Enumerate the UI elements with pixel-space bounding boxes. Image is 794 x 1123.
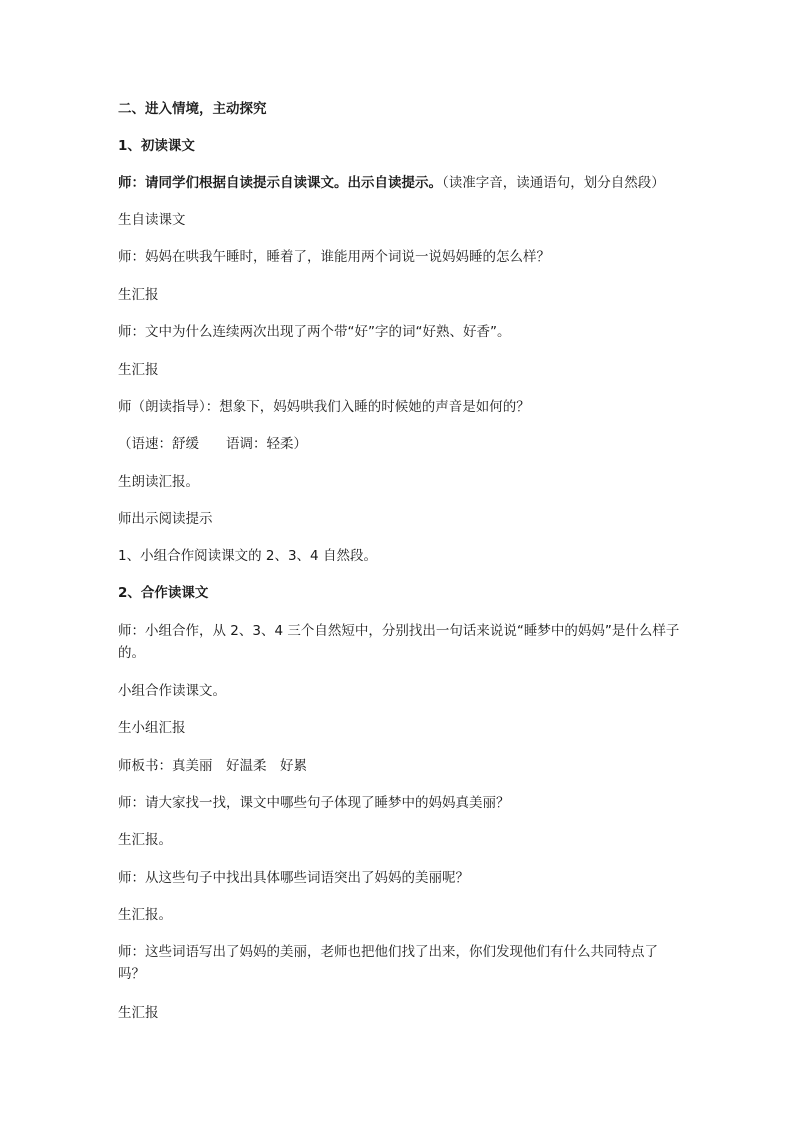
paragraph: 生自读课文: [118, 212, 186, 228]
paragraph: 生汇报: [118, 1005, 159, 1021]
paragraph: 师出示阅读提示: [118, 511, 213, 527]
paragraph: 生汇报。: [118, 832, 172, 848]
paragraph: 生小组汇报: [118, 720, 186, 736]
paragraph: 生汇报。: [118, 907, 172, 923]
subsection-heading-first-reading: 1、初读课文: [118, 138, 195, 154]
paragraph-reading-instruction: [118, 172, 680, 194]
paragraph-board-writing: 师板书：真美丽 好温柔 好累: [118, 758, 307, 774]
paragraph: 师：文中为什么连续两次出现了两个带“好”字的词“好熟、好香”。: [118, 324, 511, 340]
paragraph: （语速：舒缓 语调：轻柔）: [118, 436, 307, 452]
paragraph: 生汇报: [118, 362, 159, 378]
section-heading: 二、进入情境，主动探究: [118, 101, 267, 117]
paragraph: 师（朗读指导）：想象下，妈妈哄我们入睡的时候她的声音是如何的？: [118, 399, 530, 415]
paragraph: 1、小组合作阅读课文的 2、3、4 自然段。: [118, 548, 377, 564]
paragraph-reading-instruction-bold: 师：请同学们根据自读提示自读课文。出示自读提示。: [118, 175, 442, 191]
paragraph: 师：从这些句子中找出具体哪些词语突出了妈妈的美丽呢？: [118, 870, 469, 886]
paragraph: 小组合作读课文。: [118, 683, 226, 699]
paragraph: 师：妈妈在哄我午睡时，睡着了，谁能用两个词说一说妈妈睡的怎么样？: [118, 249, 550, 265]
paragraph: 生朗读汇报。: [118, 474, 199, 490]
paragraph-reading-instruction-note: （读准字音，读通语句，划分自然段）: [442, 175, 665, 191]
paragraph: 师：这些词语写出了妈妈的美丽，老师也把他们找了出来，你们发现他们有什么共同特点了吗？: [118, 944, 658, 982]
paragraph: 师：小组合作，从 2、3、4 三个自然短中，分别找出一句话来说说“睡梦中的妈妈”是什么样子的。: [118, 623, 680, 661]
subsection-heading-cooperative-reading: 2、合作读课文: [118, 585, 209, 601]
paragraph: 师：请大家找一找，课文中哪些句子体现了睡梦中的妈妈真美丽？: [118, 795, 510, 811]
paragraph: 生汇报: [118, 287, 159, 303]
